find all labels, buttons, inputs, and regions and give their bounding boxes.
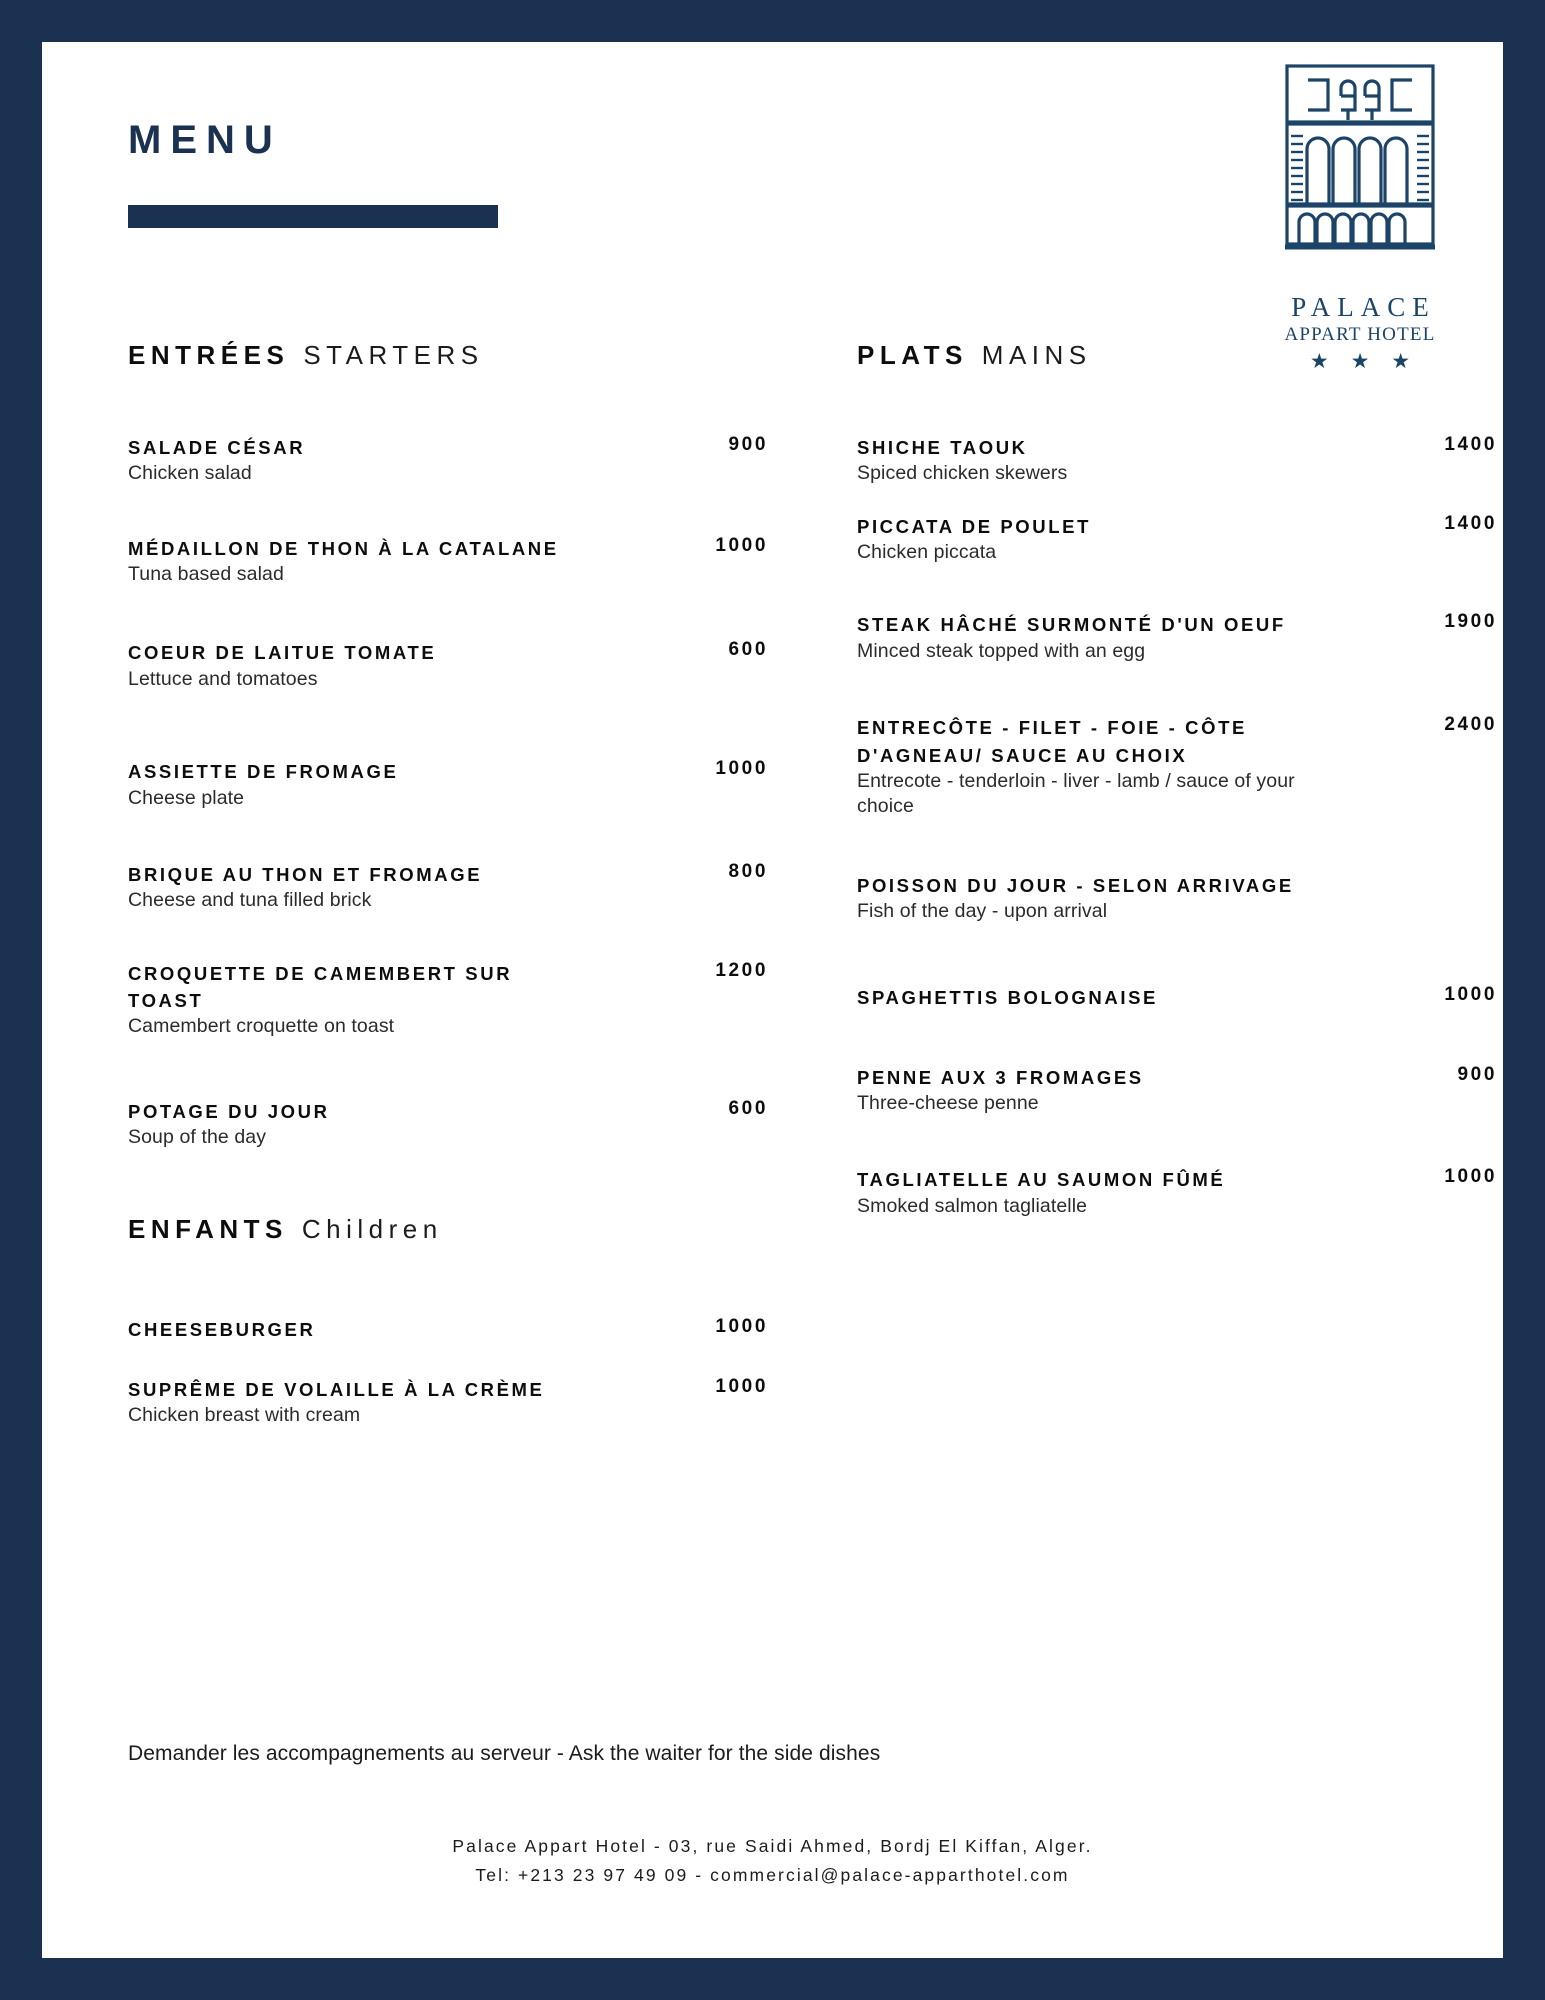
section-title-en: MAINS <box>981 340 1092 370</box>
menu-item-name: SUPRÊME DE VOLAILLE À LA CRÈME <box>128 1378 545 1400</box>
section-title-fr: ENFANTS <box>128 1214 288 1245</box>
menu-item <box>857 434 1497 487</box>
menu-item-row <box>857 513 1497 566</box>
menu-item-row <box>128 861 768 914</box>
menu-item-price: 600 <box>728 639 768 661</box>
menu-item-name: POISSON DU JOUR - SELON ARRIVAGE <box>857 874 1294 896</box>
menu-item-text <box>128 861 568 914</box>
menu-item-price: 600 <box>728 1097 768 1119</box>
menu-item-text <box>128 960 568 1040</box>
menu-item <box>857 1064 1497 1117</box>
menu-item-description: Cheese plate <box>128 786 245 809</box>
menu-item <box>128 434 768 487</box>
menu-item-name: PICCATA DE POULET <box>857 515 1091 537</box>
menu-item-text <box>128 535 568 588</box>
menu-item-row <box>128 960 768 1040</box>
menu-item <box>128 1098 768 1151</box>
menu-column-left <box>128 342 768 1429</box>
menu-item-text <box>857 434 1297 487</box>
menu-item-description: Cheese and tuna filled brick <box>128 889 372 912</box>
menu-item-row <box>857 434 1497 487</box>
menu-item-description: Chicken salad <box>128 462 252 485</box>
menu-item-price: 1000 <box>1444 984 1497 1006</box>
menu-item <box>128 535 768 588</box>
menu-item-name: SALADE CÉSAR <box>128 437 306 458</box>
menu-item-text <box>857 513 1297 566</box>
menu-item-description: Camembert croquette on toast <box>128 1015 395 1038</box>
menu-item-price: 1400 <box>1444 434 1497 455</box>
menu-item-name: SHICHE TAOUK <box>857 437 1028 458</box>
page-title: MENU <box>128 118 282 162</box>
menu-item-text <box>128 434 568 487</box>
menu-item-row <box>857 872 1497 925</box>
menu-item-description: Minced steak topped with an egg <box>857 639 1146 662</box>
menu-item-name: SPAGHETTIS BOLOGNAISE <box>857 987 1158 1009</box>
menu-item-name: CHEESEBURGER <box>128 1319 316 1341</box>
menu-item-name: MÉDAILLON DE THON À LA CATALANE <box>128 537 559 559</box>
menu-item-name: POTAGE DU JOUR <box>128 1100 330 1122</box>
menu-item-description: Tuna based salad <box>128 563 284 586</box>
menu-item-row <box>128 535 768 588</box>
menu-item-row <box>128 434 768 487</box>
logo-subtitle: APPART HOTEL <box>1284 324 1436 345</box>
menu-item-price: 1000 <box>1444 1166 1497 1188</box>
menu-item-row <box>128 758 768 811</box>
menu-item-row <box>857 714 1497 819</box>
contact-footer <box>42 1832 1503 1890</box>
menu-item-name: TAGLIATELLE AU SAUMON FÛMÉ <box>857 1169 1226 1191</box>
menu-item-text <box>857 872 1297 925</box>
menu-item-price: 1200 <box>715 959 768 981</box>
menu-item <box>857 714 1497 819</box>
menu-item-description: Fish of the day - upon arrival <box>857 899 1108 922</box>
menu-item <box>857 611 1497 664</box>
menu-item-description: Spiced chicken skewers <box>857 462 1068 485</box>
menu-item-name: CROQUETTE DE CAMEMBERT SUR TOAST <box>128 962 513 1011</box>
hotel-logo <box>1265 60 1455 374</box>
menu-item-row <box>128 1376 768 1429</box>
menu-item-price: 1400 <box>1444 512 1497 534</box>
contact-line: Tel: +213 23 97 49 09 - commercial@palace-apparthotel.com <box>475 1864 1070 1885</box>
mains-item-list <box>857 434 1497 1219</box>
menu-item-name: STEAK HÂCHÉ SURMONTÉ D'UN OEUF <box>857 614 1286 636</box>
menu-item-price: 900 <box>728 434 768 455</box>
menu-column-right <box>857 342 1497 1219</box>
title-underline-rule <box>128 205 498 228</box>
menu-item-description: Chicken piccata <box>857 541 997 564</box>
menu-item-text <box>857 714 1297 819</box>
menu-item-row <box>857 611 1497 664</box>
menu-item <box>128 1316 768 1343</box>
menu-item-price: 1000 <box>715 758 768 780</box>
menu-item-price: 2400 <box>1444 714 1497 736</box>
menu-item-text <box>857 1166 1297 1219</box>
menu-item-name: ASSIETTE DE FROMAGE <box>128 761 399 783</box>
menu-item-description: Smoked salmon tagliatelle <box>857 1194 1088 1217</box>
menu-item-name: ENTRECÔTE - FILET - FOIE - CÔTE D'AGNEAU/ SAUCE AU CHOIX <box>857 717 1247 766</box>
menu-item-text <box>128 639 568 692</box>
menu-item-text <box>128 758 568 811</box>
menu-item-text <box>857 1064 1297 1117</box>
menu-item-description: Lettuce and tomatoes <box>128 667 318 690</box>
menu-item-text <box>128 1098 568 1151</box>
menu-item-price: 900 <box>1457 1063 1497 1085</box>
menu-item-text <box>857 984 1297 1011</box>
menu-item-price: 1000 <box>715 534 768 556</box>
menu-item-row <box>857 984 1497 1011</box>
menu-item-row <box>128 1098 768 1151</box>
menu-item-price: 1000 <box>715 1316 768 1338</box>
section-heading-mains <box>857 342 1497 368</box>
menu-item-row <box>857 1064 1497 1117</box>
starters-item-list <box>128 434 768 1150</box>
menu-item-name: BRIQUE AU THON ET FROMAGE <box>128 863 483 885</box>
menu-item <box>128 639 768 692</box>
address-line: Palace Appart Hotel - 03, rue Saidi Ahmed, Bordj El Kiffan, Alger. <box>452 1836 1093 1856</box>
palace-building-icon <box>1265 60 1455 290</box>
section-title-fr: PLATS <box>857 340 968 370</box>
menu-item-price: 1000 <box>715 1375 768 1397</box>
menu-item-description: Chicken breast with cream <box>128 1404 361 1427</box>
menu-item <box>128 758 768 811</box>
menu-item <box>128 861 768 914</box>
menu-item-row <box>128 1316 768 1343</box>
section-title-fr: ENTRÉES <box>128 340 290 370</box>
menu-sheet <box>42 42 1503 1958</box>
logo-stars-rating: ★ ★ ★ <box>1309 350 1419 373</box>
menu-item-price: 800 <box>728 860 768 882</box>
menu-item-description: Soup of the day <box>128 1126 267 1149</box>
menu-item-name: COEUR DE LAITUE TOMATE <box>128 642 437 664</box>
section-heading-starters <box>128 342 768 368</box>
menu-item-row <box>857 1166 1497 1219</box>
section-title-en: Children <box>301 1214 443 1245</box>
menu-item <box>128 1376 768 1429</box>
side-dishes-note: Demander les accompagnements au serveur - Ask the waiter for the side dishes <box>128 1742 881 1765</box>
menu-item-text <box>128 1376 568 1429</box>
menu-item-description: Three-cheese penne <box>857 1092 1039 1115</box>
menu-item <box>857 1166 1497 1219</box>
logo-wordmark: PALACE <box>1291 292 1436 322</box>
menu-item-row <box>128 639 768 692</box>
menu-item <box>857 513 1497 566</box>
section-heading-children <box>128 1214 768 1245</box>
children-item-list <box>128 1316 768 1428</box>
section-title-en: STARTERS <box>303 340 484 370</box>
menu-item-text <box>128 1316 568 1343</box>
menu-item <box>857 984 1497 1011</box>
menu-item-text <box>857 611 1297 664</box>
menu-item-price: 1900 <box>1444 611 1497 633</box>
menu-item <box>857 872 1497 925</box>
menu-item <box>128 960 768 1040</box>
menu-item-description: Entrecote - tenderloin - liver - lamb / sauce of your choice <box>857 769 1295 818</box>
menu-item-name: PENNE AUX 3 FROMAGES <box>857 1066 1144 1088</box>
